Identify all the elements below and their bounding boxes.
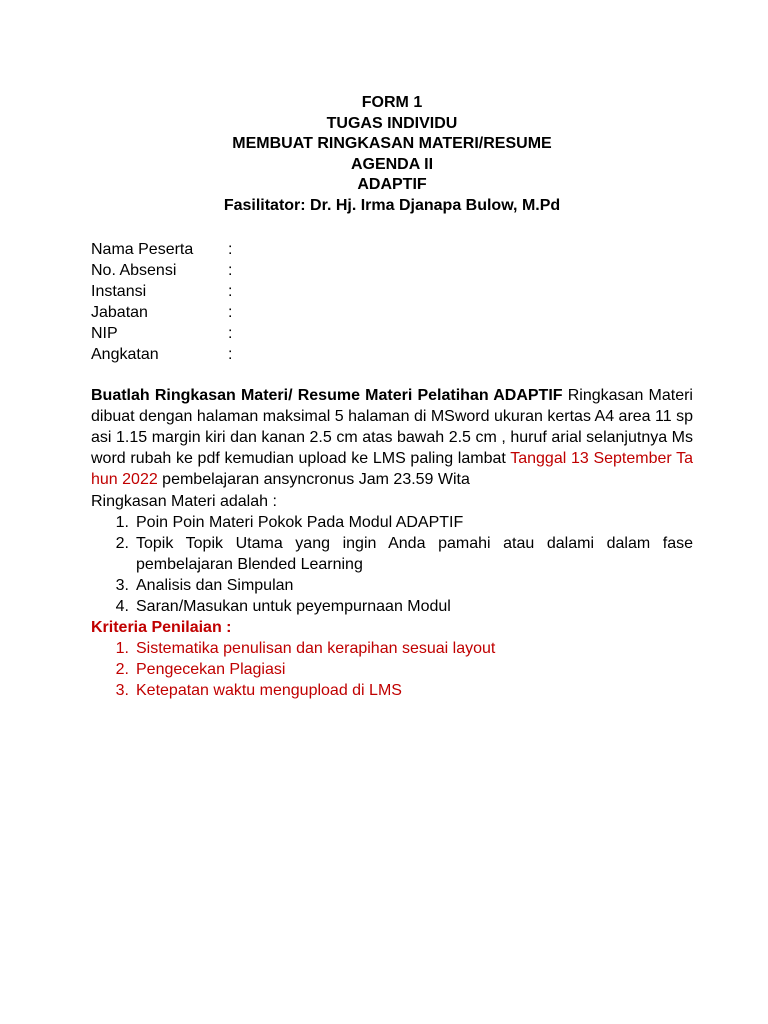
list-text: Saran/Masukan untuk peyempurnaan Modul: [136, 597, 451, 615]
field-no-absensi: [91, 260, 693, 281]
field-colon: :: [228, 282, 233, 300]
participant-fields: [91, 239, 693, 365]
field-angkatan: [91, 344, 693, 365]
field-label: No. Absensi: [91, 261, 177, 279]
field-colon: :: [228, 261, 233, 279]
criteria-list: [91, 638, 693, 701]
criteria-title: Kriteria Penilaian :: [91, 618, 232, 636]
list-number: 3.: [115, 681, 129, 699]
list-number: 4.: [115, 597, 129, 615]
list-text: Ketepatan waktu mengupload di LMS: [136, 681, 402, 699]
list-number: 1.: [115, 513, 129, 531]
field-nama-peserta: [91, 239, 693, 260]
field-colon: :: [228, 303, 233, 321]
list-item: [91, 659, 693, 680]
document-header: [91, 93, 693, 217]
facilitator-line: Fasilitator: Dr. Hj. Irma Djanapa Bulow, M.Pd: [223, 196, 561, 214]
field-jabatan: [91, 302, 693, 323]
field-colon: :: [228, 324, 233, 342]
list-text: Topik Topik Utama yang ingin Anda pamahi atau dalami dalam fase pembelajaran Blended Learning: [136, 534, 693, 573]
list-text: Analisis dan Simpulan: [136, 576, 294, 594]
field-colon: :: [228, 240, 233, 258]
list-number: 3.: [115, 576, 129, 594]
instructions-text-2: pembelajaran ansyncronus Jam 23.59 Wita: [157, 471, 470, 489]
document-title: MEMBUAT RINGKASAN MATERI/RESUME: [232, 135, 552, 153]
list-item: [91, 575, 693, 596]
instructions-paragraph: [91, 385, 693, 491]
task-type: TUGAS INDIVIDU: [326, 114, 458, 132]
field-label: Angkatan: [91, 345, 159, 363]
field-nip: [91, 323, 693, 344]
agenda-label: AGENDA II: [350, 155, 434, 173]
field-label: Nama Peserta: [91, 240, 194, 258]
field-label: Instansi: [91, 282, 147, 300]
deadline-date: Tanggal 13 September Tahun 2022: [91, 450, 693, 489]
list-item: [91, 638, 693, 659]
list-number: 1.: [115, 639, 129, 657]
field-colon: :: [228, 345, 233, 363]
document-page: [91, 93, 693, 701]
list-item: [91, 512, 693, 533]
list-number: 2.: [115, 660, 129, 678]
instructions-text-1: Ringkasan Materi dibuat dengan halaman maksimal 5 halaman di MSword ukuran kertas A4 area 11 spasi 1.15 margin kiri dan kanan 2.5 cm atas bawah 2.5 cm , huruf arial selanjutnya Msword rubah ke pdf kemudian upload ke LMS paling lambat: [91, 386, 693, 468]
list-item: [91, 533, 693, 575]
summary-intro: Ringkasan Materi adalah :: [91, 492, 277, 510]
list-item: [91, 596, 693, 617]
instructions-lead: Buatlah Ringkasan Materi/ Resume Materi Pelatihan ADAPTIF: [91, 386, 563, 404]
list-item: [91, 680, 693, 701]
list-text: Poin Poin Materi Pokok Pada Modul ADAPTIF: [136, 513, 464, 531]
list-number: 2.: [115, 534, 129, 552]
list-text: Sistematika penulisan dan kerapihan sesuai layout: [136, 639, 496, 657]
field-label: NIP: [91, 324, 118, 342]
list-text: Pengecekan Plagiasi: [136, 660, 286, 678]
field-instansi: [91, 281, 693, 302]
topic-label: ADAPTIF: [357, 176, 427, 194]
summary-list: [91, 512, 693, 617]
field-label: Jabatan: [91, 303, 148, 321]
form-number: FORM 1: [361, 94, 423, 111]
